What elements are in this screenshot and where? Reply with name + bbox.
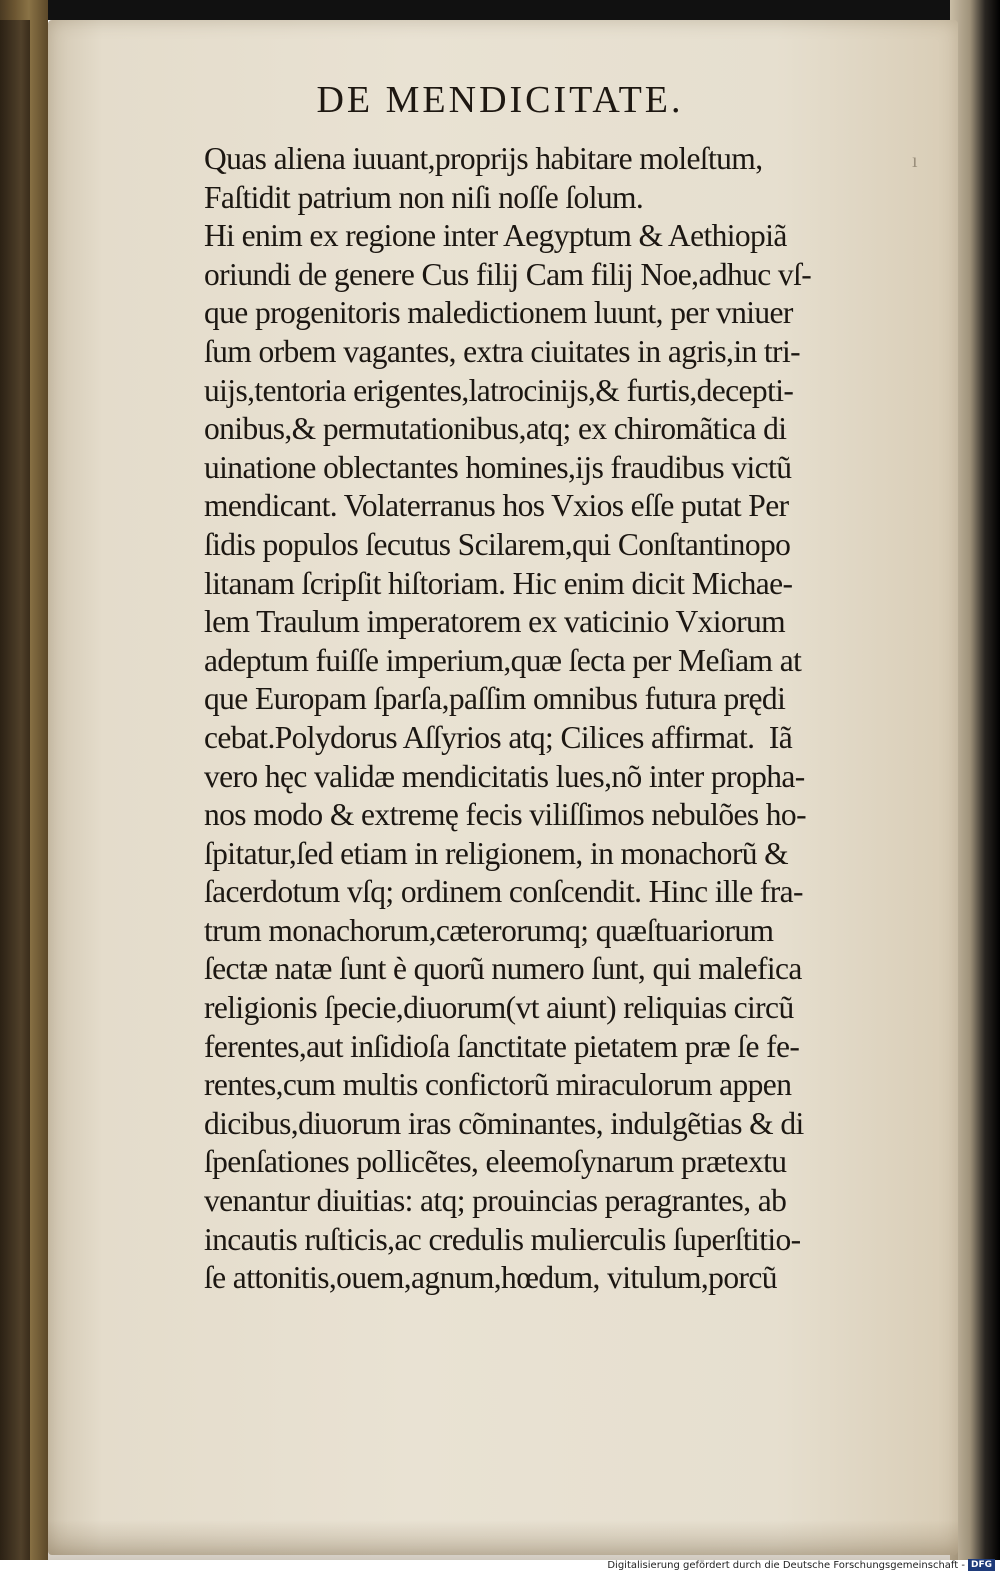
text-line: trum monachorum,cæterorumq; quæſtuariorum <box>204 912 774 948</box>
text-line: que progenitoris maledictionem luunt, per vniuer <box>204 295 793 331</box>
text-line: ſacerdotum vſq; ordinem conſcendit. Hinc ille fra- <box>204 874 803 910</box>
text-line: Faſtidit patrium non niſi noſſe ſolum. <box>204 179 644 215</box>
text-line: ſidis populos ſecutus Scilarem,qui Conſtantinopo <box>204 526 791 562</box>
text-line: ſpenſationes pollicẽtes, eleemoſynarum prætextu <box>204 1144 787 1180</box>
text-line: Hi enim ex regione inter Aegyptum & Aethiopiã <box>204 218 787 254</box>
text-line: ſum orbem vagantes, extra ciuitates in agris,in tri- <box>204 333 800 369</box>
margin-mark: ı <box>912 150 918 172</box>
dfg-logo: DFG <box>968 1559 995 1571</box>
text-line: incautis ruſticis,ac credulis mulierculis ſuperſtitio- <box>204 1221 801 1257</box>
text-line: cebat.Polydorus Aſſyrios atq; Cilices affirmat. Iã <box>204 719 793 755</box>
scan-top-border <box>0 0 1000 20</box>
text-line: ſe attonitis,ouem,agnum,hœdum, vitulum,porcũ <box>204 1260 777 1296</box>
text-line: rentes,cum multis confictorũ miraculorum appen <box>204 1067 792 1103</box>
text-line: ſectæ natæ ſunt è quorũ numero ſunt, qui malefica <box>204 951 802 987</box>
text-line: mendicant. Volaterranus hos Vxios eſſe putat Per <box>204 488 789 524</box>
text-line: religionis ſpecie,diuorum(vt aiunt) reliquias circũ <box>204 990 794 1026</box>
running-head: DE MENDICITATE. <box>316 79 684 121</box>
text-line: ſpitatur,ſed etiam in religionem, in monachorũ & <box>204 835 789 871</box>
text-line: ferentes,aut inſidioſa ſanctitate pietatem præ ſe fe- <box>204 1028 800 1064</box>
body-text <box>204 140 944 1298</box>
page-bottom-shadow <box>48 1520 958 1560</box>
text-line: oriundi de genere Cus filij Cam filij Noe,adhuc vſ- <box>204 256 812 292</box>
digitization-credit <box>600 1558 995 1574</box>
leather-cover-edge <box>0 20 30 1560</box>
text-line: onibus,& permutationibus,atq; ex chiromãtica di <box>204 411 787 447</box>
text-line: adeptum fuiſſe imperium,quæ ſecta per Meſiam at <box>204 642 802 678</box>
text-line: dicibus,diuorum iras cõminantes, indulgẽtias & di <box>204 1105 804 1141</box>
text-line: litanam ſcripſit hiſtoriam. Hic enim dicit Michae- <box>204 565 793 601</box>
text-line: uijs,tentoria erigentes,latrocinijs,& furtis,decepti- <box>204 372 794 408</box>
text-line: vero hęc validæ mendicitatis lues,nõ inter propha- <box>204 758 805 794</box>
text-line: venantur diuitias: atq; prouincias peragrantes, ab <box>204 1183 787 1219</box>
text-line: lem Traulum imperatorem ex vaticinio Vxiorum <box>204 604 786 640</box>
text-line: Quas aliena iuuant,proprijs habitare moleſtum, <box>204 141 763 176</box>
text-line: uinatione oblectantes homines,ijs fraudibus victũ <box>204 449 792 485</box>
credit-text: Digitalisierung gefördert durch die Deutsche Forschungsgemeinschaft - <box>607 1560 965 1571</box>
text-line: nos modo & extremę fecis viliſſimos nebulões ho- <box>204 797 806 833</box>
text-line: que Europam ſparſa,paſſim omnibus futura prędi <box>204 681 786 717</box>
